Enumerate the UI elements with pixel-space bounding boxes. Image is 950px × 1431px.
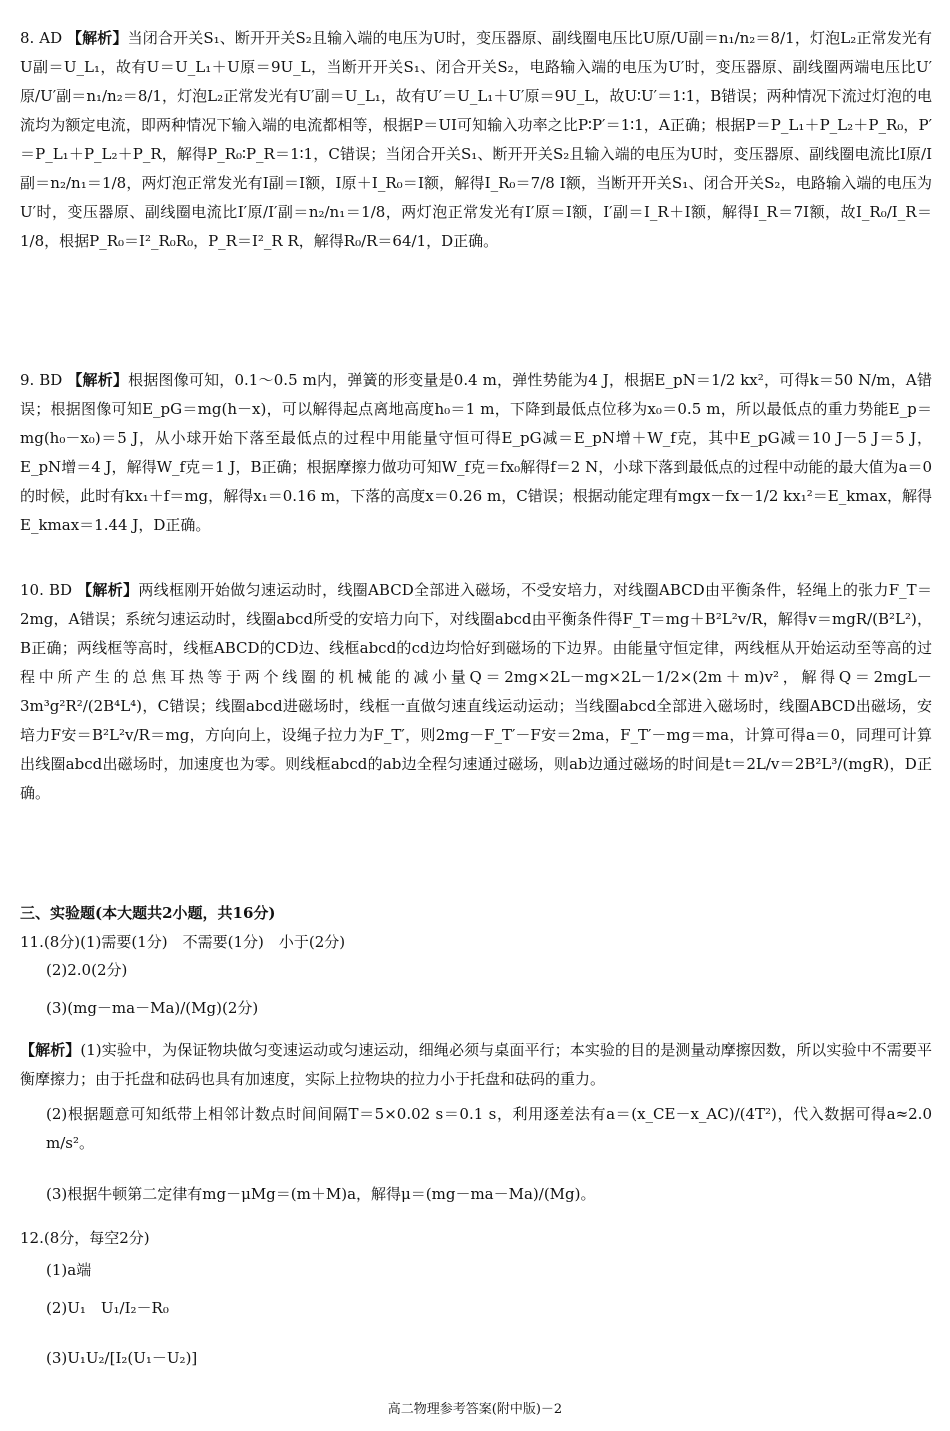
q8-answer: AD: [39, 29, 63, 47]
q12-heading: 12.(8分，每空2分): [20, 1229, 150, 1247]
q8-paragraph: [20, 24, 932, 256]
q11-explanation-3: (3)根据牛顿第二定律有mg－μMg＝(m＋M)a，解得μ＝(mg－ma－Ma)/(Mg)。: [46, 1185, 596, 1203]
q9-paragraph: [20, 366, 932, 540]
q10-analysis-tag: 【解析】: [77, 581, 139, 599]
q9-answer: BD: [39, 371, 63, 389]
q11-explanation-2: (2)根据题意可知纸带上相邻计数点时间间隔T＝5×0.02 s＝0.1 s，利用逐差法有a＝(x_CE－x_AC)/(4T²)，代入数据可得a≈2.0 m/s²。: [46, 1105, 932, 1152]
q11-analysis: [20, 1036, 932, 1094]
q12-part3-answer: (3)U₁U₂/[I₂(U₁－U₂)]: [46, 1349, 198, 1367]
section-experiment-title: 三、实验题(本大题共2小题，共16分): [20, 904, 276, 922]
q9-number: 9.: [20, 371, 35, 389]
q11-explanation-1: (1)实验中，为保证物块做匀变速运动或匀速运动，细绳必须与桌面平行；本实验的目的是测量动摩擦因数，所以实验中不需要平衡摩擦力；由于托盘和砝码也具有加速度，实际上拉物块的拉力小于托盘和砝码的重力。: [20, 1041, 932, 1088]
q11-part2-answer: (2)2.0(2分): [46, 961, 128, 979]
q10-text: 两线框刚开始做匀速运动时，线圈ABCD全部进入磁场，不受安培力，对线圈ABCD由平衡条件，轻绳上的张力F_T＝2mg，A错误；系统匀速运动时，线圈abcd所受的安培力向下，对线圈abcd由平衡条件得F_T＝mg＋B²L²v/R，解得v＝mgR/(B²L²)，B正确；两线框等高时，线框ABCD的CD边、线框abcd的cd边均恰好到磁场的下边界。由能量守恒定律，两线框从开始运动至等高的过程中所产生的总焦耳热等于两个线圈的机械能的减小量Q＝2mg×2L－mg×2L－1/2×(2m＋m)v²，解得Q＝2mgL－3m³g²R²/(2B⁴L⁴)，C错误；线圈abcd进磁场时，线框一直做匀速直线运动运动；当线圈abcd全部进入磁场时，线圈ABCD出磁场，安培力F安＝B²L²v/R＝mg，方向向上，设绳子拉力为F_T′，则2mg－F_T′－F安＝2ma，F_T′－mg＝ma，计算可得a＝0，同理可计算出线圈abcd出磁场时，加速度也为零。则线框abcd的ab边全程匀速通过磁场，则ab边通过磁场的时间是t＝2L/v＝2B²L³/(mgR)，D正确。: [20, 581, 932, 802]
q12-part2-answer: (2)U₁ U₁/I₂－R₀: [46, 1299, 169, 1317]
q8-analysis-tag: 【解析】: [67, 29, 128, 47]
q8-text: 当闭合开关S₁、断开开关S₂且输入端的电压为U时，变压器原、副线圈电压比U原/U副＝n₁/n₂＝8/1，灯泡L₂正常发光有U副＝U_L₁，故有U＝U_L₁＋U原＝9U_L，当断开开关S₁、闭合开关S₂，电路输入端的电压为U′时，变压器原、副线圈两端电压比U′原/U′副＝n₁/n₂＝8/1，灯泡L₂正常发光有U′副＝U_L₁，故有U′＝U_L₁＋U′原＝9U_L，故U∶U′＝1∶1，B错误；两种情况下流过灯泡的电流均为额定电流，即两种情况下输入端的电流都相等，根据P＝UI可知输入功率之比P∶P′＝1∶1，A正确；根据P＝P_L₁＋P_L₂＋P_R₀，P′＝P_L₁＋P_L₂＋P_R，解得P_R₀∶P_R＝1∶1，C错误；当闭合开关S₁、断开开关S₂且输入端的电压为U时，变压器原、副线圈电流比I原/I副＝n₂/n₁＝1/8，两灯泡正常发光有I副＝I额，I原＋I_R₀＝I额，解得I_R₀＝7/8 I额，当断开开关S₁、闭合开关S₂，电路输入端的电压为U′时，变压器原、副线圈电流比I′原/I′副＝n₂/n₁＝1/8，两灯泡正常发光有I′原＝I额，I′副＝I_R＋I额，解得I_R＝7I额，故I_R₀/I_R＝1/8，根据P_R₀＝I²_R₀R₀，P_R＝I²_R R，解得R₀/R＝64/1，D正确。: [20, 29, 932, 250]
q8-number: 8.: [20, 29, 35, 47]
q11-heading: 11.(8分)(1)需要(1分) 不需要(1分) 小于(2分): [20, 933, 346, 951]
q10-paragraph: [20, 576, 932, 808]
page-footer: 高二物理参考答案(附中版)－2: [387, 1402, 563, 1417]
q12-part1-answer: (1)a端: [46, 1261, 92, 1279]
q11-analysis-tag: 【解析】: [20, 1041, 81, 1059]
q9-text: 根据图像可知，0.1～0.5 m内，弹簧的形变量是0.4 m，弹性势能为4 J，根据E_pN＝1/2 kx²，可得k＝50 N/m，A错误；根据图像可知E_pG＝mg(h－x)，可以解得起点离地高度h₀＝1 m，下降到最低点位移为x₀＝0.5 m，所以最低点的重力势能E_p＝mg(h₀－x₀)＝5 J，从小球开始下落至最低点的过程中用能量守恒可得E_pG减＝E_pN增＋W_f克，其中E_pG减＝10 J－5 J＝5 J，E_pN增＝4 J，解得W_f克＝1 J，B正确；根据摩擦力做功可知W_f克＝fx₀解得f＝2 N，小球下落到最低点的过程中动能的最大值为a＝0的时候，此时有kx₁＋f＝mg，解得x₁＝0.16 m，下落的高度x＝0.26 m，C错误；根据动能定理有mgx－fx－1/2 kx₁²＝E_kmax，解得E_kmax＝1.44 J，D正确。: [20, 371, 932, 534]
q11-part3-answer: (3)(mg－ma－Ma)/(Mg)(2分): [46, 999, 259, 1017]
q10-number: 10.: [20, 581, 44, 599]
q9-analysis-tag: 【解析】: [67, 371, 129, 389]
q10-answer: BD: [48, 581, 73, 599]
